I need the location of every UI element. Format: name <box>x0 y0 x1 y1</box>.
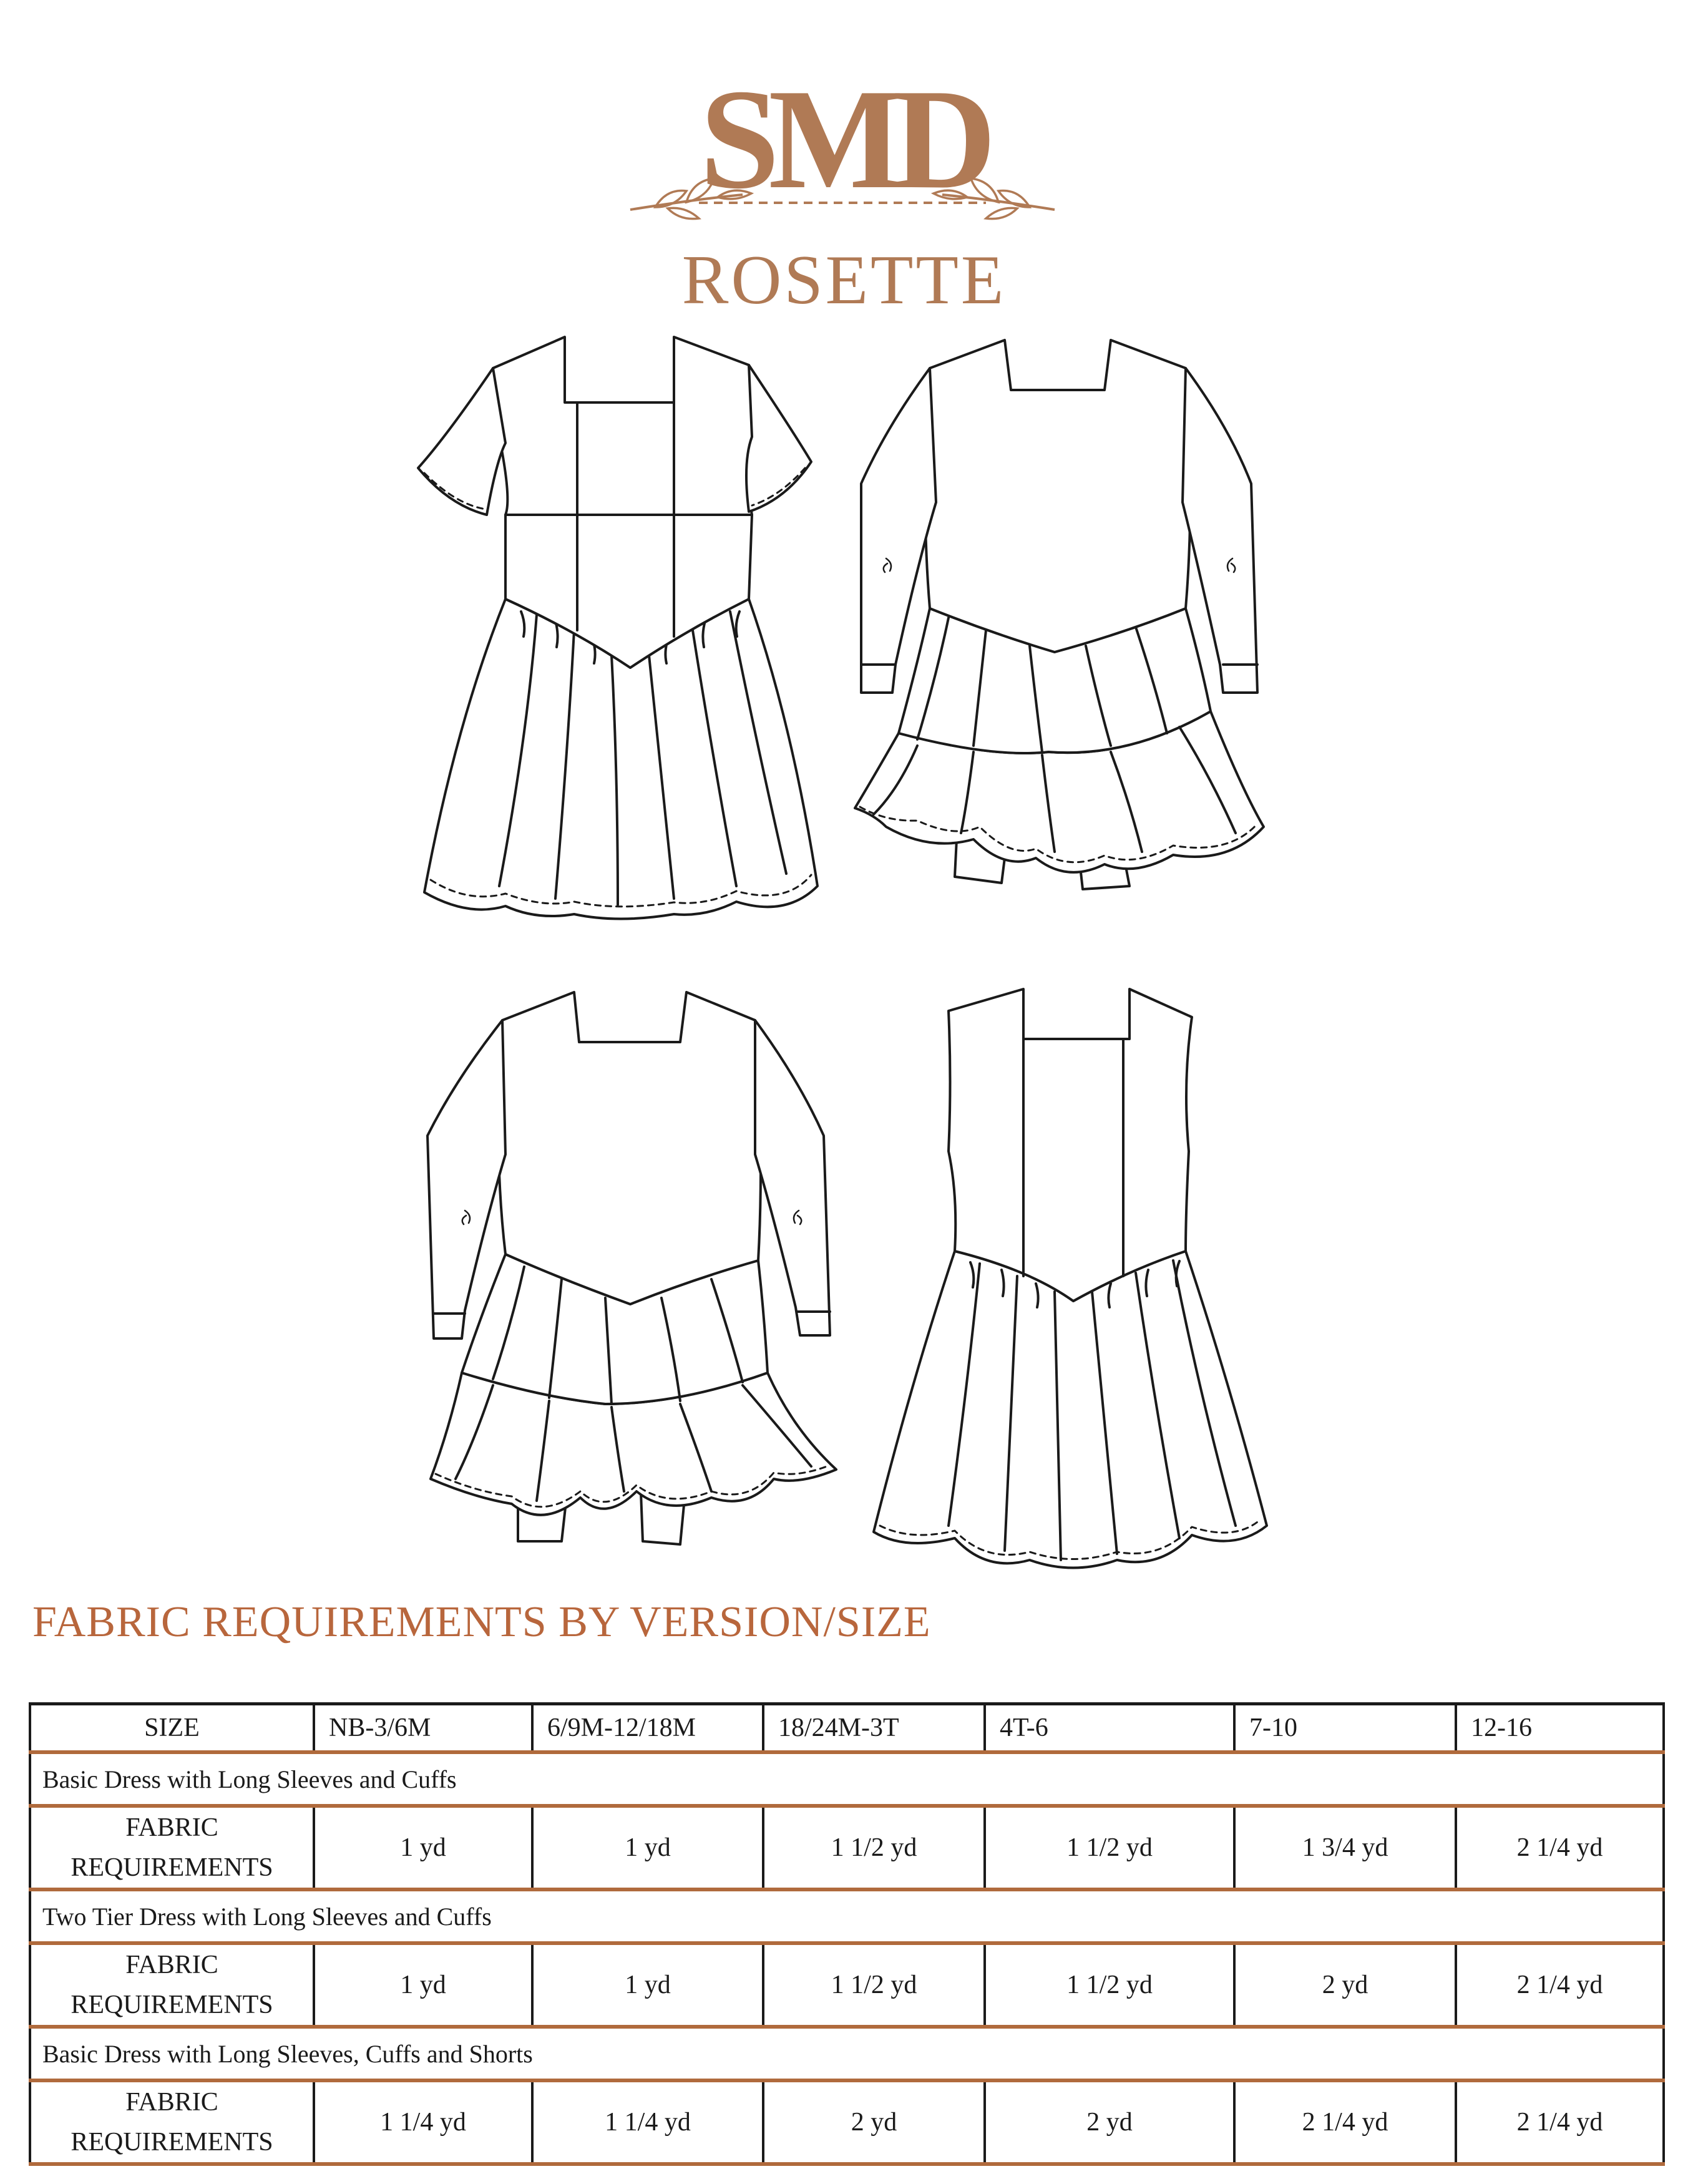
requirements-label <box>30 1806 314 1889</box>
requirements-label-line2: REQUIREMENTS <box>71 2128 273 2157</box>
requirement-cell: 2 yd <box>763 2080 985 2164</box>
requirement-cell: 1 yd <box>314 1806 532 1889</box>
requirement-cell: 2 1/4 yd <box>1234 2080 1456 2164</box>
requirements-label-line2: REQUIREMENTS <box>71 1991 273 2019</box>
requirement-cell: 1 3/4 yd <box>1234 1806 1456 1889</box>
version-name: Two Tier Dress with Long Sleeves and Cuffs <box>30 1889 1664 1943</box>
long-sleeve-two-tier-back-sketch <box>849 340 1273 902</box>
section-heading: FABRIC REQUIREMENTS BY VERSION/SIZE <box>32 1598 931 1646</box>
requirements-label-line1: FABRIC <box>125 1951 218 1979</box>
size-header-cell: 18/24M-3T <box>763 1704 985 1753</box>
short-sleeve-front-sketch <box>412 337 824 936</box>
requirement-cell: 1 1/4 yd <box>532 2080 763 2164</box>
requirements-label-line2: REQUIREMENTS <box>71 1853 273 1882</box>
requirement-cell: 1 1/2 yd <box>985 1943 1234 2027</box>
brand-logo <box>618 62 1067 237</box>
size-header-cell: 7-10 <box>1234 1704 1456 1753</box>
requirements-label-line1: FABRIC <box>125 2088 218 2117</box>
version-row <box>30 1752 1664 1806</box>
requirements-label <box>30 2080 314 2164</box>
requirement-cell: 1 yd <box>532 1943 763 2027</box>
requirement-cell: 1 1/2 yd <box>985 1806 1234 1889</box>
requirement-cell: 1 yd <box>532 1806 763 1889</box>
requirement-cell: 1 1/2 yd <box>763 1806 985 1889</box>
requirements-row <box>30 2080 1664 2164</box>
sleeveless-back-sketch <box>867 989 1267 1576</box>
size-header-cell: 12-16 <box>1456 1704 1664 1753</box>
version-row <box>30 1889 1664 1943</box>
requirement-cell: 2 1/4 yd <box>1456 2080 1664 2164</box>
size-header-row <box>30 1704 1664 1753</box>
requirement-cell: 1 1/4 yd <box>314 2080 532 2164</box>
requirement-cell: 2 yd <box>1234 1943 1456 2027</box>
logo-text: SMD <box>700 62 985 218</box>
requirement-cell: 1 yd <box>314 1943 532 2027</box>
fabric-requirements-table <box>29 1702 1665 2166</box>
version-row <box>30 2027 1664 2080</box>
version-name: Basic Dress with Long Sleeves, Cuffs and Shorts <box>30 2027 1664 2080</box>
requirement-cell: 2 1/4 yd <box>1456 1806 1664 1889</box>
long-sleeve-two-tier-front-sketch <box>418 992 842 1560</box>
requirements-label-line1: FABRIC <box>125 1813 218 1842</box>
size-header-label: SIZE <box>30 1704 314 1753</box>
requirement-cell: 1 1/2 yd <box>763 1943 985 2027</box>
version-name: Basic Dress with Long Sleeves and Cuffs <box>30 1752 1664 1806</box>
pattern-name: ROSETTE <box>681 241 1007 319</box>
requirements-label <box>30 1943 314 2027</box>
requirement-cell: 2 1/4 yd <box>1456 1943 1664 2027</box>
size-header-cell: 6/9M-12/18M <box>532 1704 763 1753</box>
size-header-cell: NB-3/6M <box>314 1704 532 1753</box>
requirements-row <box>30 1806 1664 1889</box>
requirements-row <box>30 1943 1664 2027</box>
requirement-cell: 2 yd <box>985 2080 1234 2164</box>
size-header-cell: 4T-6 <box>985 1704 1234 1753</box>
